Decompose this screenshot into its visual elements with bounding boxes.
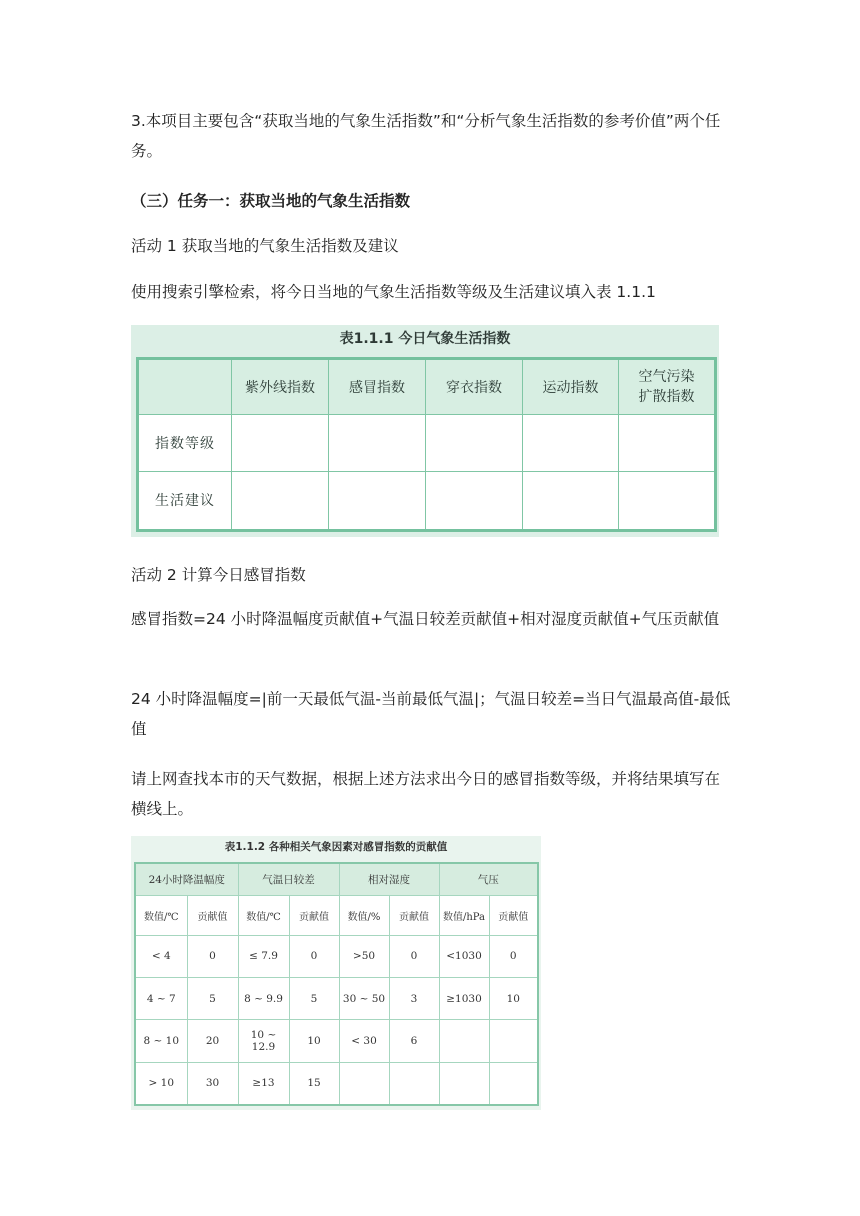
table-row (135, 977, 538, 1019)
empty-cell[interactable] (232, 471, 329, 530)
empty-cell[interactable] (329, 471, 426, 530)
subheader: 数值/℃ (238, 896, 289, 935)
intro-paragraph: 3.本项目主要包含“获取当地的气象生活指数”和“分析气象生活指数的参考价值”两个任务。 (131, 112, 721, 160)
definitions-paragraph: 24 小时降温幅度=|前一天最低气温-当前最低气温|；气温日较差=当日气温最高值-最低值 (131, 690, 731, 738)
cold-index-formula: 感冒指数=24 小时降温幅度贡献值+气温日较差贡献值+相对湿度贡献值+气压贡献值 (131, 610, 720, 628)
table-row (135, 935, 538, 977)
group-header-row (135, 863, 538, 896)
table-cell: 30 (187, 1062, 238, 1105)
table-cell (489, 1062, 538, 1105)
table-cell: 0 (187, 935, 238, 977)
table-cell: ≥13 (238, 1062, 289, 1105)
table-cell: 4 ~ 7 (135, 977, 187, 1019)
group-header: 气压 (439, 863, 538, 896)
subheader: 贡献值 (489, 896, 538, 935)
table-1-caption: 表1.1.1 今日气象生活指数 (339, 331, 511, 347)
table-row (135, 1020, 538, 1062)
empty-cell[interactable] (619, 415, 716, 472)
table-cell: ≥1030 (439, 977, 489, 1019)
table-header-row (138, 359, 716, 415)
group-header: 24小时降温幅度 (135, 863, 238, 896)
table-cell: < 4 (135, 935, 187, 977)
group-header: 相对湿度 (339, 863, 439, 896)
empty-cell[interactable] (426, 471, 523, 530)
table-row (135, 1062, 538, 1105)
subheader: 数值/℃ (135, 896, 187, 935)
table-cell: 6 (389, 1020, 439, 1062)
subheader: 贡献值 (389, 896, 439, 935)
empty-cell[interactable] (619, 471, 716, 530)
table-cell: 20 (187, 1020, 238, 1062)
subheader: 数值/% (339, 896, 389, 935)
table-cell (339, 1062, 389, 1105)
table-cell: 10 ~ 12.9 (238, 1020, 289, 1062)
column-header: 紫外线指数 (232, 359, 329, 415)
table-cell: 8 ~ 9.9 (238, 977, 289, 1019)
table-cell (439, 1062, 489, 1105)
activity2-title: 活动 2 计算今日感冒指数 (131, 566, 306, 584)
table-cell: > 10 (135, 1062, 187, 1105)
empty-cell[interactable] (523, 415, 619, 472)
table-cell (439, 1020, 489, 1062)
contribution-table (134, 862, 539, 1106)
table-cell: 10 (289, 1020, 339, 1062)
subheader: 贡献值 (289, 896, 339, 935)
subheader: 数值/hPa (439, 896, 489, 935)
table-cell: ≤ 7.9 (238, 935, 289, 977)
row-label: 生活建议 (138, 471, 232, 530)
column-header: 空气污染扩散指数 (619, 359, 716, 415)
table-row (138, 415, 716, 472)
table-cell: 8 ~ 10 (135, 1020, 187, 1062)
table-cell: >50 (339, 935, 389, 977)
empty-cell[interactable] (426, 415, 523, 472)
group-header: 气温日较差 (238, 863, 339, 896)
table-2-figure (131, 836, 541, 1110)
table-1-figure (131, 325, 719, 537)
table-cell: <1030 (439, 935, 489, 977)
activity1-title: 活动 1 获取当地的气象生活指数及建议 (131, 237, 399, 255)
table-cell: 0 (389, 935, 439, 977)
table-header-corner (138, 359, 232, 415)
task-heading: （三）任务一：获取当地的气象生活指数 (131, 192, 411, 210)
table-cell: 0 (489, 935, 538, 977)
activity1-description: 使用搜索引擎检索，将今日当地的气象生活指数等级及生活建议填入表 1.1.1 (131, 283, 656, 301)
instruction-paragraph: 请上网查找本市的天气数据，根据上述方法求出今日的感冒指数等级，并将结果填写在横线上。 (131, 770, 721, 818)
table-cell: 10 (489, 977, 538, 1019)
table-cell: 30 ~ 50 (339, 977, 389, 1019)
empty-cell[interactable] (329, 415, 426, 472)
table-cell: < 30 (339, 1020, 389, 1062)
table-2-caption: 表1.1.2 各种相关气象因素对感冒指数的贡献值 (224, 841, 448, 853)
table-cell: 0 (289, 935, 339, 977)
subheader-row (135, 896, 538, 935)
column-header: 运动指数 (523, 359, 619, 415)
empty-cell[interactable] (523, 471, 619, 530)
table-cell: 5 (187, 977, 238, 1019)
column-header: 穿衣指数 (426, 359, 523, 415)
life-index-table (136, 357, 717, 532)
table-cell (489, 1020, 538, 1062)
table-row (138, 471, 716, 530)
table-cell: 5 (289, 977, 339, 1019)
table-cell: 3 (389, 977, 439, 1019)
subheader: 贡献值 (187, 896, 238, 935)
empty-cell[interactable] (232, 415, 329, 472)
row-label: 指数等级 (138, 415, 232, 472)
table-cell: 15 (289, 1062, 339, 1105)
table-cell (389, 1062, 439, 1105)
column-header: 感冒指数 (329, 359, 426, 415)
